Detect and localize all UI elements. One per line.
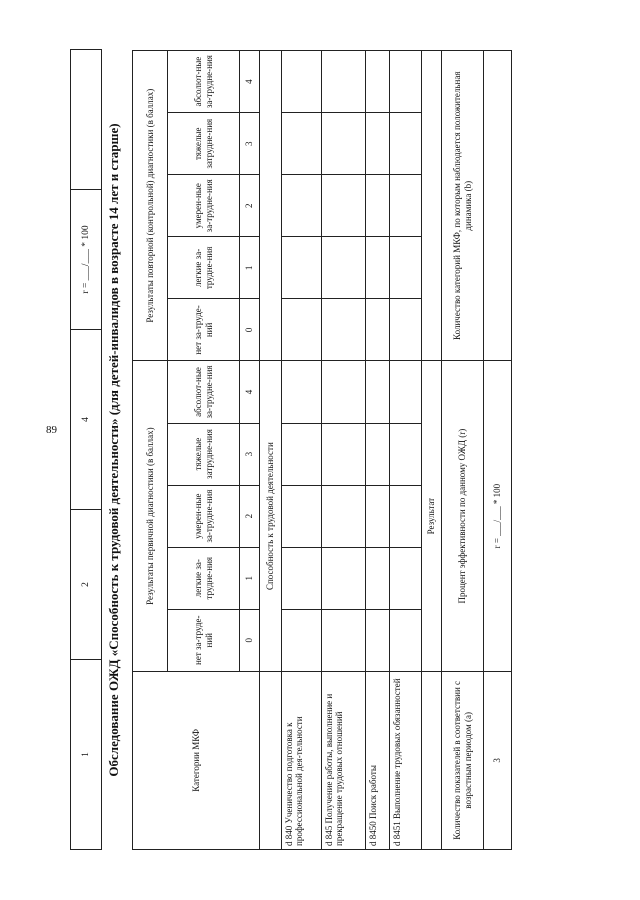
score-cell: 3 (240, 423, 260, 485)
continuation-cell: 1 (71, 660, 102, 850)
continuation-table (70, 49, 102, 850)
level-header: нет за-труде-ний (168, 299, 240, 361)
level-header: легкие за-трудне-ния (168, 547, 240, 609)
header-category: Категории МКФ (133, 671, 260, 849)
summary-b-label: Количество категорий МКФ, по которым наблюдается положительная динамика (b) (442, 51, 484, 361)
continuation-cell-empty (71, 50, 102, 190)
rotated-content (70, 50, 570, 850)
summary-b-value (484, 51, 512, 361)
summary-r-value: r = ___/___ * 100 (484, 361, 512, 671)
category-label: d 840 Ученичество подготовка к профессиональной дея-тельности (282, 671, 322, 849)
score-cell: 2 (240, 175, 260, 237)
summary-a-value: 3 (484, 671, 512, 849)
continuation-row (71, 50, 102, 850)
level-header: абсолют-ные за-трудне-ния (168, 361, 240, 423)
score-cell: 0 (240, 299, 260, 361)
category-label: d 845 Получение работы, выполнение и прекращение трудовых отношений (322, 671, 366, 849)
empty-cell (422, 51, 442, 361)
page-number: 89 (46, 424, 57, 436)
level-header: тяжелые затрудне-ния (168, 113, 240, 175)
table-row (390, 51, 422, 850)
continuation-cell: r = ___/___ * 100 (71, 190, 102, 330)
empty-cell (260, 51, 282, 361)
score-cell: 2 (240, 485, 260, 547)
category-label: d 8451 Выполнение трудовых обязанностей (390, 671, 422, 849)
level-header: абсолют-ные за-трудне-ния (168, 51, 240, 113)
continuation-cell: 4 (71, 330, 102, 510)
header-repeat: Результаты повторной (контрольной) диагностики (в баллах) (133, 51, 168, 361)
summary-a-label: Количество показателей в соответствии с возрастным периодом (a) (442, 671, 484, 849)
table-row (366, 51, 390, 850)
table-row (282, 51, 322, 850)
header-primary: Результаты первичной диагностики (в баллах) (133, 361, 168, 671)
table-row (322, 51, 366, 850)
level-header: умерен-ные за-трудне-ния (168, 175, 240, 237)
empty-cell (260, 671, 282, 849)
result-label: Результат (422, 361, 442, 671)
score-cell: 1 (240, 237, 260, 299)
summary-r-label: Процент эффективности по данному ОЖД (r) (442, 361, 484, 671)
score-cell: 0 (240, 609, 260, 671)
level-header: умерен-ные за-трудне-ния (168, 485, 240, 547)
score-cell: 4 (240, 361, 260, 423)
score-cell: 3 (240, 113, 260, 175)
level-header: нет за-труде-ний (168, 609, 240, 671)
section-title: Обследование ОЖД «Способность к трудовой деятельности» (для детей-инвалидов в возрасте 14 лет и старше) (106, 123, 121, 777)
continuation-cell: 2 (71, 510, 102, 660)
icf-assessment-table (132, 50, 512, 850)
score-cell: 4 (240, 51, 260, 113)
level-header: тяжелые затрудне-ния (168, 423, 240, 485)
section-label: Способность к трудовой деятельности (260, 361, 282, 671)
category-label: d 8450 Поиск работы (366, 671, 390, 849)
empty-cell (422, 671, 442, 849)
level-header: легкие за-трудне-ния (168, 237, 240, 299)
score-cell: 1 (240, 547, 260, 609)
